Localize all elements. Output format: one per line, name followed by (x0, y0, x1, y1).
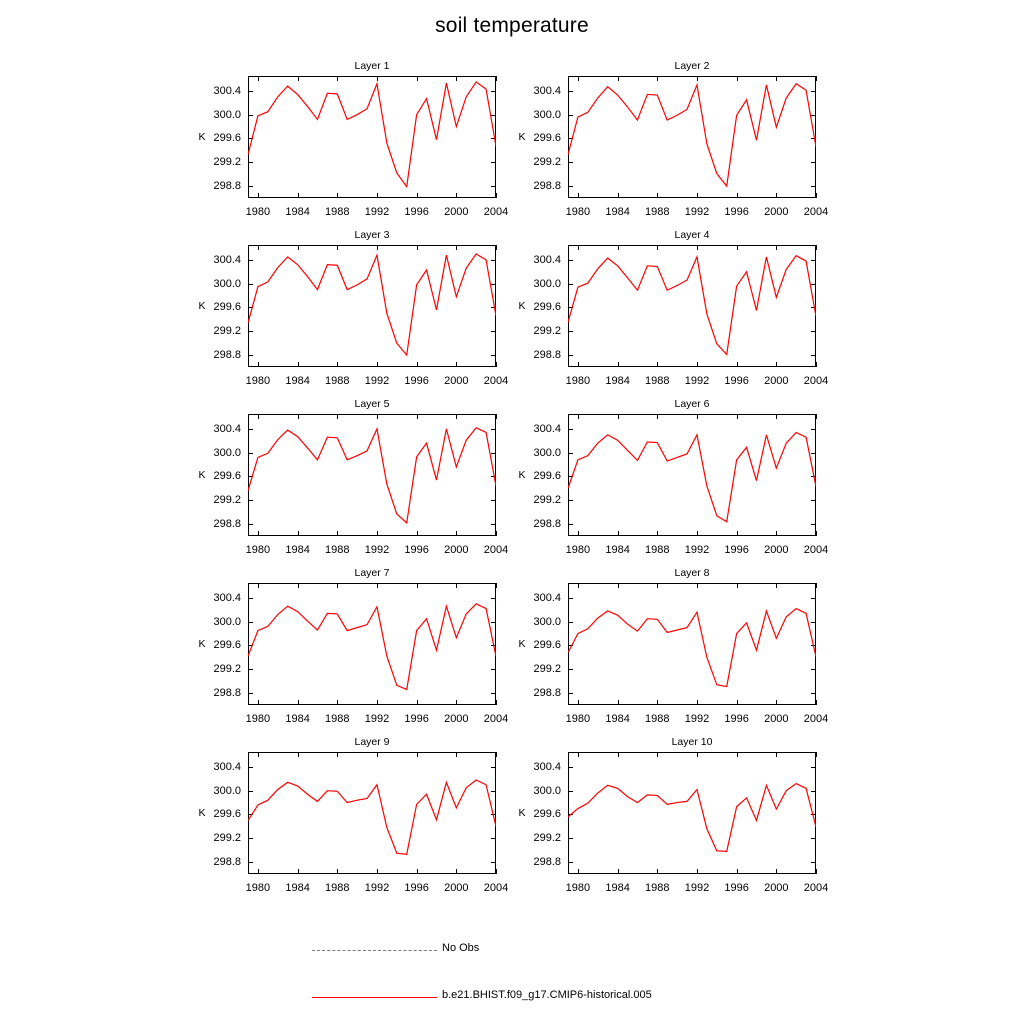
x-tick-mark (496, 869, 497, 874)
x-tick-label: 1996 (404, 375, 429, 387)
x-tick-label: 1992 (364, 206, 390, 218)
series-layer (568, 414, 816, 536)
y-tick-label: 299.2 (533, 494, 561, 507)
y-tick-label: 299.2 (533, 325, 561, 338)
x-tick-mark (816, 531, 817, 536)
y-tick-label: 298.8 (533, 687, 561, 700)
x-tick-label: 1988 (645, 713, 670, 725)
panel-title: Layer 5 (354, 398, 390, 410)
x-tick-label: 1988 (325, 882, 350, 894)
x-tick-label: 1980 (245, 206, 271, 218)
x-tick-label: 2000 (764, 544, 789, 556)
x-tick-label: 1988 (645, 206, 670, 218)
x-tick-label: 2004 (483, 206, 509, 218)
x-tick-mark (816, 76, 817, 81)
y-tick-label: 299.6 (533, 808, 561, 821)
y-tick-label: 300.4 (213, 84, 241, 97)
x-tick-label: 2004 (483, 882, 509, 894)
x-tick-label: 1980 (245, 713, 271, 725)
y-tick-label: 299.6 (213, 808, 241, 821)
x-tick-label: 1980 (245, 882, 271, 894)
x-tick-mark (496, 245, 497, 250)
y-tick-label: 299.2 (533, 663, 561, 676)
series-layer (248, 414, 496, 536)
x-tick-mark (496, 362, 497, 367)
x-tick-label: 1992 (364, 375, 390, 387)
y-tick-label: 300.4 (533, 760, 561, 773)
series-line (248, 604, 496, 690)
y-tick-label: 298.8 (213, 349, 241, 362)
x-tick-label: 1992 (684, 544, 710, 556)
series-layer (568, 245, 816, 367)
panel-title: Layer 10 (671, 736, 713, 748)
x-tick-label: 1988 (325, 375, 350, 387)
x-tick-label: 2004 (483, 544, 509, 556)
x-tick-label: 2000 (444, 206, 469, 218)
y-tick-label: 300.4 (213, 253, 241, 266)
series-layer (248, 245, 496, 367)
y-axis-label: K (198, 131, 206, 143)
y-tick-label: 300.0 (533, 277, 561, 290)
x-tick-label: 2000 (764, 206, 789, 218)
x-tick-label: 1992 (684, 882, 710, 894)
y-tick-label: 299.6 (533, 470, 561, 483)
y-axis-label: K (198, 638, 206, 650)
y-tick-label: 299.2 (213, 494, 241, 507)
x-tick-label: 1980 (565, 882, 591, 894)
y-axis-label: K (518, 807, 526, 819)
x-tick-label: 1996 (724, 713, 749, 725)
x-tick-label: 1980 (565, 544, 591, 556)
x-tick-label: 1992 (684, 713, 710, 725)
x-tick-label: 1984 (285, 713, 310, 725)
x-tick-label: 1996 (724, 206, 749, 218)
x-tick-mark (496, 414, 497, 419)
y-axis-label: K (518, 469, 526, 481)
chart-panel (518, 736, 829, 894)
x-tick-label: 1996 (724, 882, 749, 894)
x-tick-label: 1984 (285, 375, 310, 387)
series-layer (568, 583, 816, 705)
x-tick-label: 1980 (245, 544, 271, 556)
x-tick-label: 1984 (285, 206, 310, 218)
chart-panel (518, 229, 829, 387)
chart-panel (198, 60, 509, 218)
x-tick-label: 1992 (364, 882, 390, 894)
panel-title: Layer 1 (354, 60, 390, 72)
y-tick-label: 300.4 (213, 760, 241, 773)
y-tick-label: 300.0 (533, 784, 561, 797)
x-tick-label: 2000 (444, 375, 469, 387)
y-tick-label: 298.8 (533, 856, 561, 869)
x-tick-mark (816, 193, 817, 198)
x-tick-mark (816, 752, 817, 757)
x-tick-label: 1996 (724, 544, 749, 556)
y-axis-label: K (198, 807, 206, 819)
y-axis-label: K (198, 469, 206, 481)
y-axis-label: K (518, 131, 526, 143)
x-tick-label: 2000 (444, 713, 469, 725)
x-tick-label: 2000 (764, 713, 789, 725)
y-tick-label: 299.6 (213, 639, 241, 652)
y-tick-label: 300.0 (213, 446, 241, 459)
x-tick-label: 1996 (404, 713, 429, 725)
y-tick-label: 300.4 (533, 84, 561, 97)
y-tick-label: 298.8 (533, 518, 561, 531)
y-tick-label: 299.2 (213, 156, 241, 169)
x-tick-label: 1996 (724, 375, 749, 387)
legend-label: b.e21.BHIST.f09_g17.CMIP6-historical.005 (442, 989, 652, 1001)
figure-title: soil temperature (435, 14, 589, 37)
x-tick-label: 1984 (605, 544, 630, 556)
series-line (568, 256, 816, 355)
y-tick-label: 299.6 (213, 132, 241, 145)
x-tick-label: 2004 (803, 713, 829, 725)
panel-title: Layer 3 (354, 229, 390, 241)
y-axis-label: K (518, 638, 526, 650)
chart-panel (198, 398, 509, 556)
y-tick-label: 300.0 (213, 108, 241, 121)
x-tick-label: 1980 (565, 375, 591, 387)
y-tick-label: 300.0 (533, 108, 561, 121)
y-tick-label: 299.6 (533, 639, 561, 652)
x-tick-mark (496, 583, 497, 588)
y-tick-label: 298.8 (213, 518, 241, 531)
x-tick-label: 1992 (684, 206, 710, 218)
y-tick-label: 299.2 (533, 832, 561, 845)
x-tick-label: 2004 (803, 375, 829, 387)
x-tick-label: 1984 (605, 375, 630, 387)
x-tick-label: 1996 (404, 206, 429, 218)
y-tick-label: 300.4 (533, 253, 561, 266)
y-tick-label: 299.6 (213, 470, 241, 483)
y-tick-label: 300.0 (213, 277, 241, 290)
x-tick-label: 1984 (605, 206, 630, 218)
x-tick-label: 1992 (364, 713, 390, 725)
panel-title: Layer 7 (354, 567, 390, 579)
series-line (248, 428, 496, 523)
chart-panel (198, 736, 509, 894)
x-tick-label: 2004 (803, 882, 829, 894)
x-tick-mark (496, 531, 497, 536)
y-tick-label: 299.6 (533, 132, 561, 145)
x-tick-label: 2000 (444, 882, 469, 894)
y-tick-label: 300.0 (213, 615, 241, 628)
x-tick-label: 1988 (325, 713, 350, 725)
series-layer (568, 752, 816, 874)
x-tick-mark (496, 752, 497, 757)
panel-title: Layer 8 (674, 567, 710, 579)
legend-swatch-dashed (312, 950, 437, 952)
y-tick-label: 300.4 (533, 591, 561, 604)
legend-label: No Obs (442, 942, 480, 954)
x-tick-label: 1988 (645, 375, 670, 387)
y-tick-label: 298.8 (213, 180, 241, 193)
chart-panel (198, 229, 509, 387)
x-tick-label: 1980 (565, 713, 591, 725)
x-tick-mark (496, 193, 497, 198)
x-tick-label: 1984 (605, 713, 630, 725)
y-tick-label: 300.0 (533, 446, 561, 459)
x-tick-mark (816, 869, 817, 874)
series-line (248, 254, 496, 355)
x-tick-mark (816, 245, 817, 250)
y-tick-label: 298.8 (213, 687, 241, 700)
x-tick-label: 2004 (803, 544, 829, 556)
y-tick-label: 298.8 (533, 180, 561, 193)
x-tick-label: 1988 (325, 544, 350, 556)
panel-title: Layer 2 (674, 60, 710, 72)
series-layer (248, 76, 496, 198)
x-tick-label: 1984 (605, 882, 630, 894)
y-axis-label: K (518, 300, 526, 312)
series-line (568, 784, 816, 852)
x-tick-mark (816, 583, 817, 588)
y-tick-label: 300.4 (213, 591, 241, 604)
y-tick-label: 300.0 (533, 615, 561, 628)
chart-panel (518, 60, 829, 218)
x-tick-label: 1984 (285, 544, 310, 556)
series-layer (568, 76, 816, 198)
panel-title: Layer 4 (674, 229, 710, 241)
x-tick-label: 1980 (245, 375, 271, 387)
y-tick-label: 299.2 (213, 832, 241, 845)
x-tick-label: 1992 (364, 544, 390, 556)
panel-title: Layer 6 (674, 398, 710, 410)
y-axis-label: K (198, 300, 206, 312)
x-tick-label: 1988 (645, 544, 670, 556)
series-line (568, 84, 816, 186)
x-tick-label: 2004 (483, 375, 509, 387)
x-tick-label: 2004 (803, 206, 829, 218)
x-tick-mark (496, 700, 497, 705)
y-tick-label: 299.2 (213, 663, 241, 676)
chart-panel (518, 398, 829, 556)
series-layer (248, 752, 496, 874)
x-tick-label: 1996 (404, 882, 429, 894)
y-tick-label: 298.8 (213, 856, 241, 869)
x-tick-label: 1988 (645, 882, 670, 894)
chart-panel (198, 567, 509, 725)
series-layer (248, 583, 496, 705)
x-tick-mark (816, 362, 817, 367)
y-tick-label: 299.2 (533, 156, 561, 169)
y-tick-label: 298.8 (533, 349, 561, 362)
x-tick-mark (816, 414, 817, 419)
x-tick-label: 2000 (764, 882, 789, 894)
x-tick-mark (816, 700, 817, 705)
x-tick-label: 1980 (565, 206, 591, 218)
series-line (568, 609, 816, 687)
x-tick-label: 2000 (444, 544, 469, 556)
x-tick-label: 1984 (285, 882, 310, 894)
x-tick-label: 1988 (325, 206, 350, 218)
chart-panel (518, 567, 829, 725)
x-tick-label: 2000 (764, 375, 789, 387)
y-tick-label: 300.4 (533, 422, 561, 435)
series-line (568, 432, 816, 521)
x-tick-label: 1996 (404, 544, 429, 556)
legend-swatch-solid (312, 997, 437, 998)
x-tick-label: 1992 (684, 375, 710, 387)
y-tick-label: 299.6 (213, 301, 241, 314)
series-line (248, 780, 496, 854)
x-tick-label: 2004 (483, 713, 509, 725)
y-tick-label: 299.2 (213, 325, 241, 338)
panel-title: Layer 9 (354, 736, 390, 748)
y-tick-label: 300.4 (213, 422, 241, 435)
y-tick-label: 300.0 (213, 784, 241, 797)
series-line (248, 82, 496, 187)
x-tick-mark (496, 76, 497, 81)
y-tick-label: 299.6 (533, 301, 561, 314)
